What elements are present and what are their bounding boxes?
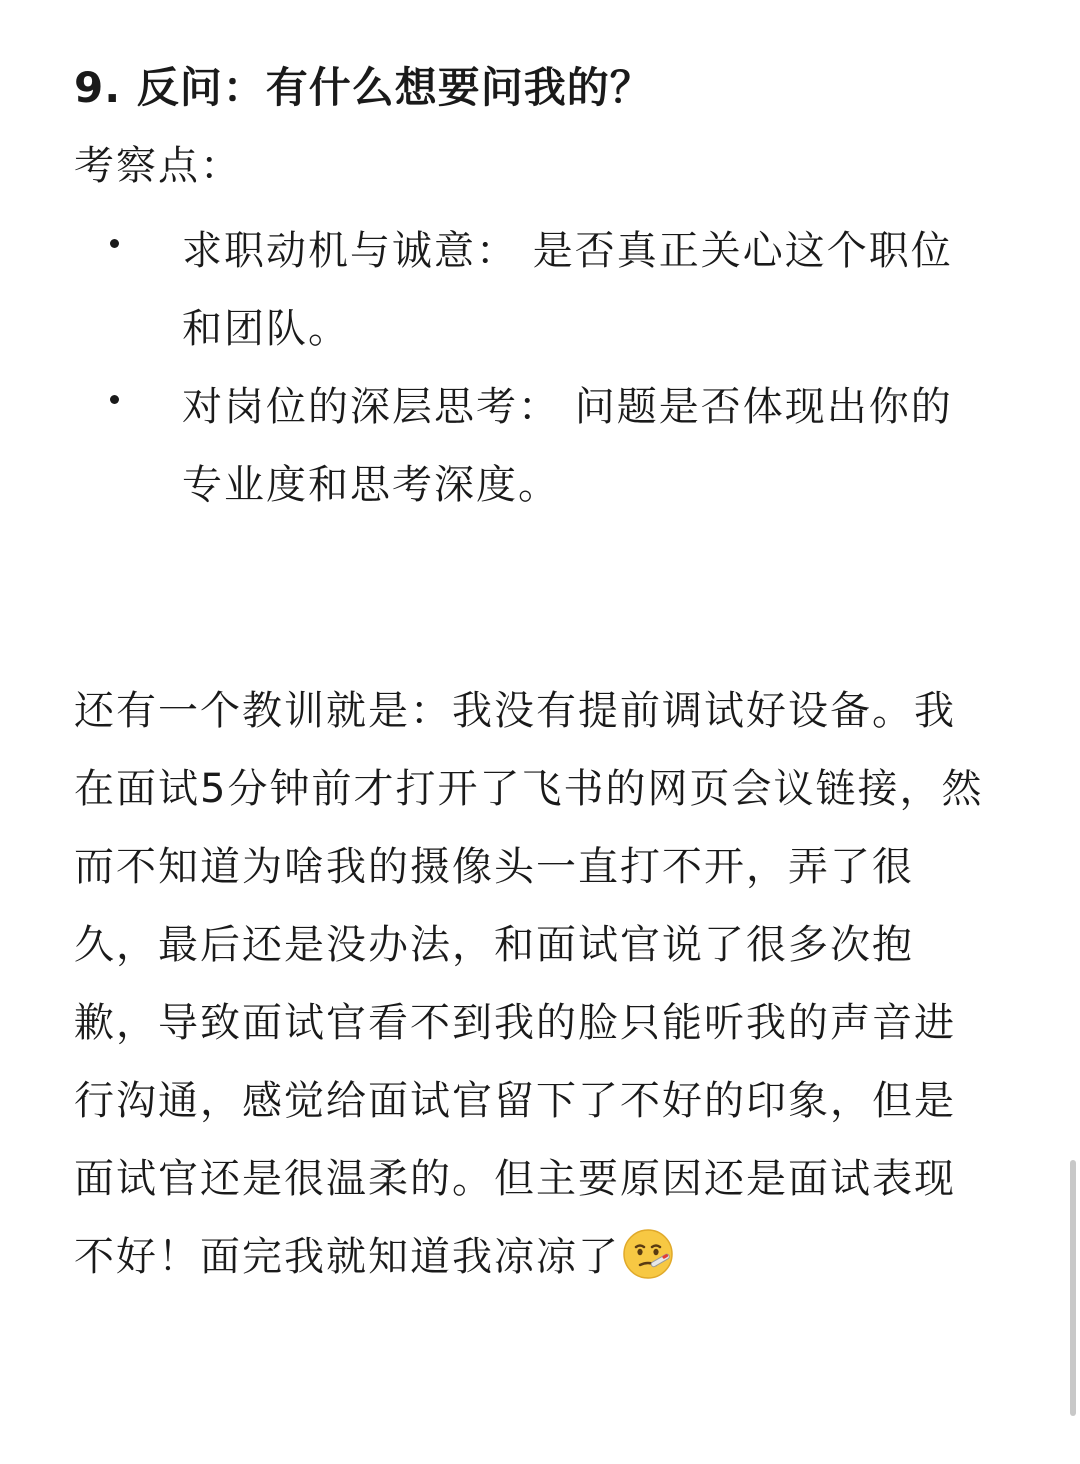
story-text: 还有一个教训就是：我没有提前调试好设备。我在面试5分钟前才打开了飞书的网页会议链接，然而不知道为啥我的摄像头一直打不开，弄了很久，最后还是没办法，和面试官说了很多次抱歉，导致面试官看不到我的脸只能听我的声音进行沟通，感觉给面试官留下了不好的印象，但是面试官还是很温柔的。但主要原因还是面试表现不好！面完我就知道我凉凉了 [74, 688, 984, 1280]
bullet-dot-icon [110, 239, 119, 248]
bullet-dot-icon [110, 395, 119, 404]
section-subtitle: 考察点： [74, 143, 242, 189]
list-item [0, 368, 1080, 524]
story-paragraph [74, 672, 994, 1296]
sick-face-with-thermometer-icon [622, 1228, 674, 1280]
bullet-text: 求职动机与诚意： 是否真正关心这个职位和团队。 [182, 228, 953, 352]
bullet-list [0, 212, 1080, 524]
scrollbar[interactable] [1070, 1160, 1076, 1416]
bullet-text: 对岗位的深层思考： 问题是否体现出你的专业度和思考深度。 [182, 384, 953, 508]
section-title: 9. 反问：有什么想要问我的？ [74, 63, 653, 112]
list-item [0, 212, 1080, 368]
